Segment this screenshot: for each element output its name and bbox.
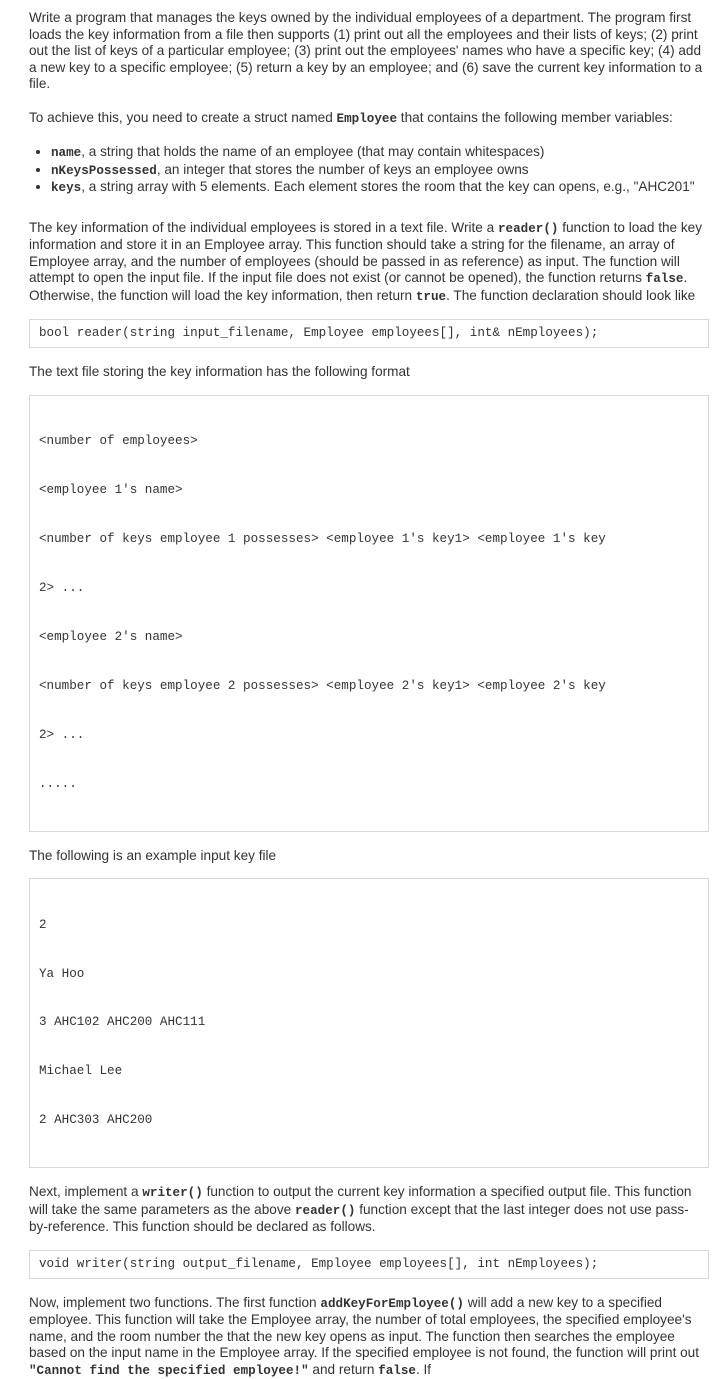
reader-text: . Otherwise, the function will load the key information, then return xyxy=(29,270,688,303)
format-line: 2> ... xyxy=(39,581,85,596)
reader-fn-code: reader() xyxy=(294,1203,356,1218)
reader-declaration-box: bool reader(string input_filename, Employee employees[], int& nEmployees); xyxy=(29,319,709,348)
false-code: false xyxy=(645,272,684,286)
member-code: keys xyxy=(51,181,82,195)
true-code: true xyxy=(415,289,447,304)
final-text: will add a new key to a specified employee. This function will take the Employee array, the number of total employees, the specified employee's name, and the room number the that the new key opens as input. The function then searches the employee based on the input name in the Employee array. If the specified employee is not found, the function will print out xyxy=(29,1294,700,1361)
reader-paragraph xyxy=(29,220,707,306)
member-desc: , a string array with 5 elements. Each element stores the room that the key can opens, e.g., "AHC201" xyxy=(81,179,695,194)
final-paragraph xyxy=(29,1295,707,1379)
final-text: Now, implement two functions. The first function xyxy=(29,1294,321,1310)
member-desc: , a string that holds the name of an employee (that may contain whitespaces) xyxy=(81,144,545,159)
example-line: Ya Hoo xyxy=(39,966,85,981)
format-line: <employee 1's name> xyxy=(39,483,183,498)
member-desc: , an integer that stores the number of keys an employee owns xyxy=(156,161,529,177)
member-item-nkeys xyxy=(51,162,707,180)
writer-text: function except that the last integer does not use pass-by-reference. This function should be declared as follows. xyxy=(29,1201,689,1235)
format-intro: The text file storing the key information has the following format xyxy=(29,364,410,380)
final-text: . If xyxy=(415,1361,432,1377)
intro-paragraph: Write a program that manages the keys owned by the individual employees of a department. The program first loads the key information from a file then supports (1) print out all the employees and their lists of keys; (2) print out the list of keys of a particular employee; (3) print out the employees' names who have a specific key; (4) add a new key to a specific employee; (5) return a key by an employee; and (6) save the current key information to a file. xyxy=(29,10,703,91)
error-message-code: "Cannot find the specified employee!" xyxy=(29,1363,309,1378)
struct-text-b: that contains the following member variables: xyxy=(397,109,673,125)
reader-text: The key information of the individual employees is stored in a text file. Write a xyxy=(29,219,498,235)
reader-text: . The function declaration should look like xyxy=(446,287,696,303)
format-code-box xyxy=(29,395,709,832)
example-line: Michael Lee xyxy=(39,1064,123,1079)
add-key-fn-code: addKeyForEmployee() xyxy=(320,1296,464,1311)
reader-text: function to load the key information and store it in an Employee array. This function should take a string for the filename, an array of Employee array, and the number of employees (should be passed in as reference) as input. The function will attempt to open the input file. If the input file does not exist (or cannot be opened), the function returns xyxy=(29,219,703,285)
format-line: <number of keys employee 2 possesses> <employee 2's key1> <employee 2's key xyxy=(39,678,606,693)
format-line: <number of employees> xyxy=(39,434,198,449)
format-line: <number of keys employee 1 possesses> <employee 1's key1> <employee 1's key xyxy=(39,532,606,547)
reader-fn-code: reader() xyxy=(497,221,559,236)
format-line: <employee 2's name> xyxy=(39,629,183,644)
writer-paragraph xyxy=(29,1184,707,1236)
writer-fn-code: writer() xyxy=(142,1186,203,1201)
format-line: 2> ... xyxy=(39,727,85,742)
writer-text: Next, implement a xyxy=(29,1184,143,1200)
struct-name-code: Employee xyxy=(336,111,398,126)
false-code: false xyxy=(378,1363,416,1378)
example-line: 3 AHC102 AHC200 AHC111 xyxy=(39,1015,206,1030)
example-intro: The following is an example input key file xyxy=(29,847,277,863)
writer-text: function to output the current key information a specified output file. This function will take the same parameters as the above xyxy=(29,1184,692,1217)
example-line: 2 AHC303 AHC200 xyxy=(39,1113,153,1128)
struct-text-a: To achieve this, you need to create a struct named xyxy=(29,109,337,125)
final-text: and return xyxy=(308,1361,379,1377)
struct-paragraph xyxy=(29,110,707,128)
member-list xyxy=(29,144,707,197)
writer-declaration-box: void writer(string output_filename, Employee employees[], int nEmployees); xyxy=(29,1250,709,1279)
member-code: nKeysPossessed xyxy=(51,163,157,178)
member-item-name xyxy=(51,144,707,162)
format-line: ..... xyxy=(39,776,77,791)
example-line: 2 xyxy=(39,917,47,932)
example-code-box xyxy=(29,878,709,1168)
member-code: name xyxy=(51,146,82,160)
member-item-keys xyxy=(51,179,707,197)
